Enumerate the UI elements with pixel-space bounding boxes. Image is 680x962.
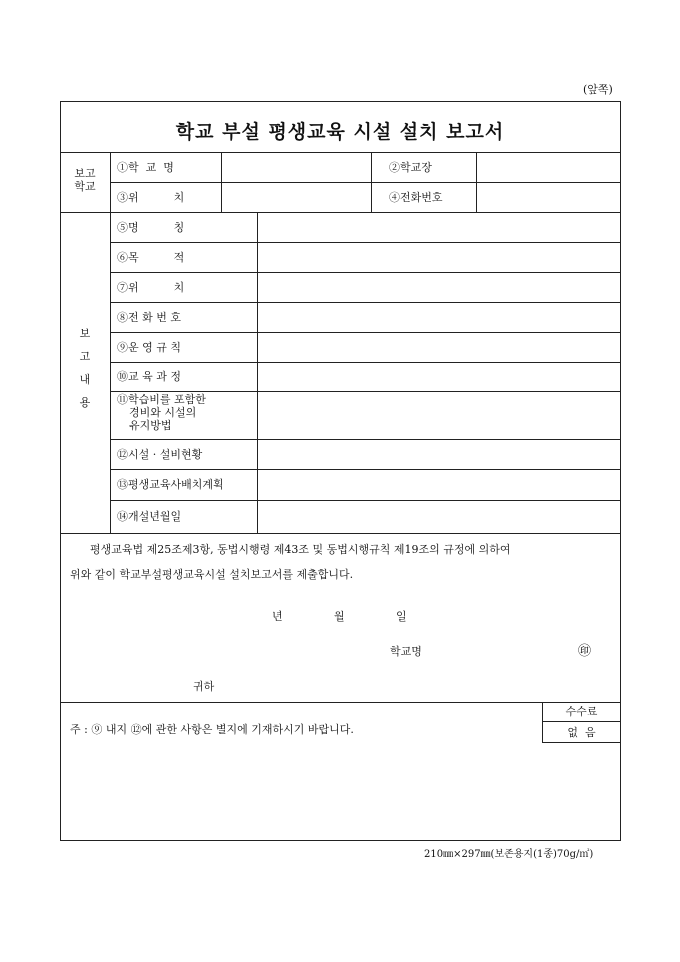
rule-fee-mid [542,721,621,722]
rule-content-col [257,212,258,533]
rule-school-right-col [476,152,477,212]
fee-value: 없 음 [567,726,596,739]
field-staffing-label: ⑬평생교육사배치계획 [117,478,224,491]
field-principal-label: ②학교장 [389,161,432,174]
school-name-sign-label: 학교명 [390,645,422,658]
rule-school-name-col [221,152,222,212]
field-school-location-label: ③위 치 [117,191,185,204]
paper-spec: 210㎜×297㎜(보존용지(1종)70g/㎡) [424,849,594,860]
field-funding-label-1: ⑪학습비를 포함한 [117,393,206,406]
statement-line-1: 평생교육법 제25조제3항, 동법시행령 제43조 및 동법시행규칙 제19조의 규정에 의하여 [90,543,511,556]
field-open-date-label: ⑭개설년월일 [117,510,182,523]
rule-label-col [110,152,111,533]
field-school-name-label: ①학 교 명 [117,161,174,174]
rule-content-bottom [60,533,621,534]
rule-r7 [110,302,621,303]
content-label: 보 고 내 용 [79,327,91,409]
rule-r11 [110,439,621,440]
field-equipment-label: ⑫시설 · 설비현황 [117,448,203,461]
date-day: 일 [396,610,407,623]
field-facility-phone-label: ⑧전 화 번 호 [117,311,181,324]
rule-school-mid [110,182,621,183]
reporter-label: 보고 학교 [74,167,96,193]
rule-r5 [110,242,621,243]
field-funding-label-2: 경비와 시설의 [129,406,197,419]
rule-statement-bottom [60,702,621,703]
rule-title-bottom [60,152,621,153]
field-rules-label: ⑨운 영 규 칙 [117,341,181,354]
rule-r6 [110,272,621,273]
rule-r10 [110,391,621,392]
rule-fee-bottom [542,742,621,743]
rule-school-mid-col [371,152,372,212]
date-year: 년 [272,610,283,623]
date-month: 월 [334,610,345,623]
page-side-label: (앞쪽) [583,83,613,96]
rule-r9 [110,362,621,363]
recipient-label: 귀하 [193,680,215,693]
field-purpose-label: ⑥목 적 [117,251,185,264]
field-curriculum-label: ⑩교 육 과 정 [117,370,181,383]
field-school-phone-label: ④전화번호 [389,191,443,204]
statement-line-2: 위와 같이 학교부설평생교육시설 설치보고서를 제출합니다. [70,568,354,581]
note-text: 주 : ⑨ 내지 ⑫에 관한 사항은 별지에 기재하시기 바랍니다. [70,723,354,736]
seal-mark: ㊞ [578,644,592,659]
field-funding-label-3: 유지방법 [129,419,172,432]
rule-r8 [110,332,621,333]
field-facility-location-label: ⑦위 치 [117,281,185,294]
rule-school-bottom [60,212,621,213]
rule-r13 [110,500,621,501]
fee-label: 수수료 [565,705,598,718]
field-facility-name-label: ⑤명 칭 [117,221,185,234]
form-title: 학교 부설 평생교육 시설 설치 보고서 [175,121,505,143]
rule-r12 [110,469,621,470]
